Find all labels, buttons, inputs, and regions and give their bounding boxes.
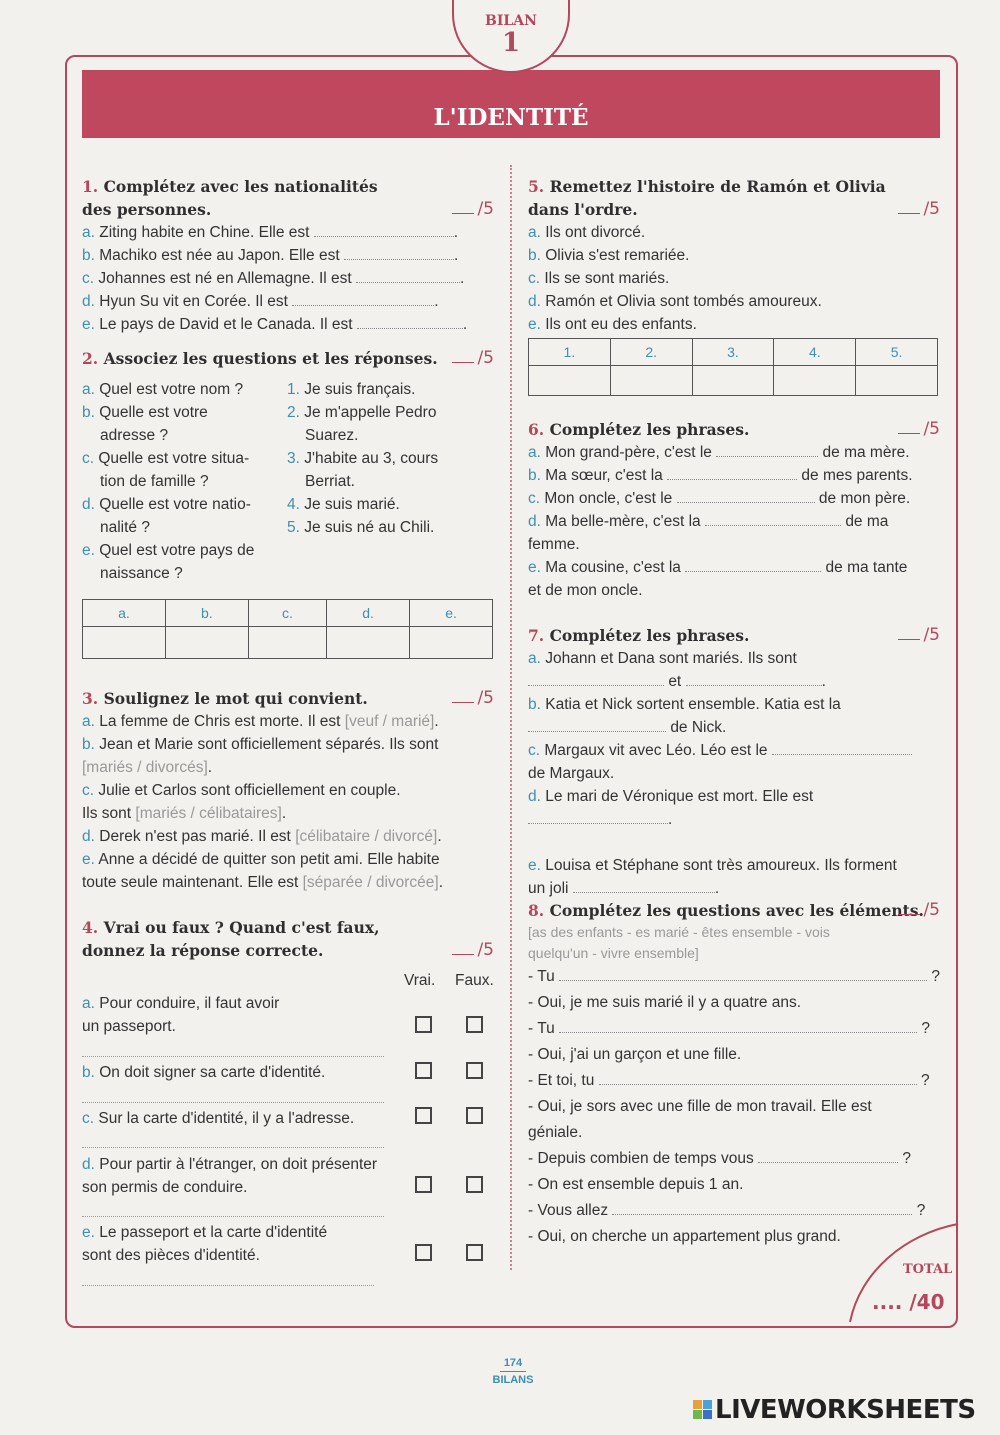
answer-cell[interactable] <box>774 366 856 396</box>
true-checkbox[interactable] <box>415 1016 432 1033</box>
exercise-6-score: /5 <box>898 418 940 441</box>
exercise-2-questions <box>82 378 282 585</box>
answer-cell[interactable] <box>165 627 248 659</box>
dialogue-line: - Depuis combien de temps vous ? <box>528 1150 911 1167</box>
dialogue-line: - Vous allez ? <box>528 1202 926 1219</box>
question-item: b. Quelle est votre adresse ? <box>82 404 208 444</box>
false-checkbox[interactable] <box>466 1062 483 1079</box>
col-true-header: Vrai. <box>404 972 436 989</box>
exercise-2 <box>82 347 494 370</box>
list-item: e. Anne a décidé de quitter son petit ami. Elle habite toute seule maintenant. Elle est [séparée / divorcée]. <box>82 851 444 891</box>
list-item: a. La femme de Chris est morte. Il est [veuf / marié]. <box>82 713 439 730</box>
answer-cell[interactable] <box>83 627 166 659</box>
exercise-1-score: /5 <box>452 198 494 221</box>
list-item: d. Derek n'est pas marié. Il est [célibataire / divorcé]. <box>82 828 442 845</box>
answer-blank[interactable] <box>612 1200 912 1215</box>
table-header: 5. <box>856 339 938 366</box>
answer-cell[interactable] <box>529 366 611 396</box>
correction-line[interactable] <box>82 1146 384 1148</box>
list-item: a. Pour conduire, il faut avoir un passeport. <box>82 995 280 1035</box>
page-title: L'IDENTITÉ <box>82 70 940 138</box>
exercise-3 <box>82 687 494 894</box>
answer-item: 2. Je m'appelle Pedro Suarez. <box>287 404 437 444</box>
answer-blank[interactable] <box>705 511 841 526</box>
answer-item: 5. Je suis né au Chili. <box>287 519 435 536</box>
answer-blank[interactable] <box>292 291 434 306</box>
answer-blank[interactable] <box>314 222 454 237</box>
exercise-6-title: 6. Complétez les phrases. /5 <box>528 419 940 439</box>
list-item: b. Olivia s'est remariée. <box>528 247 690 264</box>
table-header: 3. <box>692 339 774 366</box>
list-item: c. Mon oncle, c'est le de mon père. <box>528 490 911 507</box>
answer-blank[interactable] <box>667 465 797 480</box>
list-item: a. Ils ont divorcé. <box>528 224 646 241</box>
correction-line[interactable] <box>82 1101 384 1103</box>
dialogue-line: - On est ensemble depuis 1 an. <box>528 1176 744 1193</box>
answer-cell[interactable] <box>410 627 493 659</box>
exercise-2-answers <box>287 378 494 539</box>
answer-blank[interactable] <box>344 245 454 260</box>
answer-blank[interactable] <box>528 809 668 824</box>
word-choice[interactable]: [séparée / divorcée] <box>302 874 439 891</box>
answer-blank[interactable] <box>528 717 666 732</box>
list-item: e. Le passeport et la carte d'identité sont des pièces d'identité. <box>82 1224 328 1264</box>
dialogue-line: - Oui, on cherche un appartement plus grand. <box>528 1228 841 1245</box>
dialogue-line: géniale. <box>528 1124 583 1141</box>
table-header: b. <box>165 600 248 627</box>
list-item: c. Ils se sont mariés. <box>528 270 670 287</box>
question-item: c. Quelle est votre situa- tion de famille ? <box>82 450 250 490</box>
grid-logo-icon <box>693 1400 713 1420</box>
exercise-7-title: 7. Complétez les phrases. /5 <box>528 625 940 645</box>
col-false-header: Faux. <box>455 972 494 989</box>
liveworksheets-logo: LIVEWORKSHEETS <box>693 1395 976 1425</box>
exercise-4-title: 4. Vrai ou faux ? Quand c'est faux, donnez la réponse correcte. /5 <box>82 918 494 960</box>
list-item: a. Ziting habite en Chine. Elle est . <box>82 224 459 241</box>
dialogue-line: - Et toi, tu ? <box>528 1072 930 1089</box>
exercise-4-score: /5 <box>452 939 494 962</box>
list-item: d. Ma belle-mère, c'est la de ma femme. <box>528 513 889 553</box>
exercise-2-title: 2. Associez les questions et les réponses. /5 <box>82 348 494 368</box>
table-header: a. <box>83 600 166 627</box>
exercise-3-score: /5 <box>452 687 494 710</box>
list-item: e. Ma cousine, c'est la de ma tante et de mon oncle. <box>528 559 908 599</box>
total-label: TOTAL <box>903 1262 953 1277</box>
exercise-4 <box>82 916 494 962</box>
list-item: e. Louisa et Stéphane sont très amoureux. Ils forment un joli . <box>528 857 897 897</box>
word-choice[interactable]: [mariés / célibataires] <box>135 805 282 822</box>
answer-blank[interactable] <box>716 442 818 457</box>
answer-blank[interactable] <box>685 557 821 572</box>
question-item: e. Quel est votre pays de naissance ? <box>82 542 255 582</box>
list-item: b. Machiko est née au Japon. Elle est . <box>82 247 459 264</box>
exercise-5-score: /5 <box>898 198 940 221</box>
list-item: c. Julie et Carlos sont officiellement en couple. Ils sont [mariés / célibataires]. <box>82 782 401 822</box>
dialogue-line: - Oui, j'ai un garçon et une fille. <box>528 1046 742 1063</box>
list-item: e. Le pays de David et le Canada. Il est . <box>82 316 468 333</box>
exercise-5-title: 5. Remettez l'histoire de Ramón et Olivia dans l'ordre. /5 <box>528 177 940 219</box>
list-item: b. Katia et Nick sortent ensemble. Katia est la de Nick. <box>528 696 841 736</box>
list-item: d. Ramón et Olivia sont tombés amoureux. <box>528 293 822 310</box>
question-item: d. Quelle est votre natio- nalité ? <box>82 496 251 536</box>
answer-item: 3. J'habite au 3, cours Berriat. <box>287 450 439 490</box>
exercise-7 <box>528 624 940 900</box>
true-checkbox[interactable] <box>415 1107 432 1124</box>
answer-blank[interactable] <box>357 314 463 329</box>
dialogue-line: - Tu ? <box>528 968 940 985</box>
false-checkbox[interactable] <box>466 1016 483 1033</box>
false-checkbox[interactable] <box>466 1107 483 1124</box>
answer-item: 4. Je suis marié. <box>287 496 400 513</box>
list-item: a. Johann et Dana sont mariés. Ils sont et . <box>528 650 826 690</box>
table-header: 1. <box>529 339 611 366</box>
answer-blank[interactable] <box>559 966 927 981</box>
answer-cell[interactable] <box>856 366 938 396</box>
exercise-7-score: /5 <box>898 624 940 647</box>
true-checkbox[interactable] <box>415 1062 432 1079</box>
list-item: c. Margaux vit avec Léo. Léo est le de Margaux. <box>528 739 940 785</box>
exercise-8-title: 8. Complétez les questions avec les éléments. /5 <box>528 900 940 920</box>
exercise-1-title: 1. Complétez avec les nationalités des personnes. /5 <box>82 177 494 219</box>
answer-blank[interactable] <box>356 268 460 283</box>
exercise-8 <box>528 899 940 964</box>
answer-blank[interactable] <box>758 1148 898 1163</box>
false-checkbox[interactable] <box>466 1244 483 1261</box>
list-item: d. Pour partir à l'étranger, on doit présenter son permis de conduire. <box>82 1156 378 1196</box>
exercise-5 <box>528 175 940 336</box>
dialogue-line: - Oui, je me suis marié il y a quatre ans. <box>528 994 802 1011</box>
exercise-1 <box>82 175 494 336</box>
answer-blank[interactable] <box>559 1018 917 1033</box>
table-header: 4. <box>774 339 856 366</box>
list-item: e. Ils ont eu des enfants. <box>528 316 697 333</box>
answer-cell[interactable] <box>248 627 326 659</box>
bilan-label: BILAN <box>485 13 537 29</box>
column-divider <box>510 165 512 1270</box>
list-item: d. Le mari de Véronique est mort. Elle est . <box>528 788 814 828</box>
table-header: 2. <box>610 339 692 366</box>
word-bank: [as des enfants - es marié - êtes ensemble - vois quelqu'un - vivre ensemble] <box>528 924 830 961</box>
table-header: e. <box>410 600 493 627</box>
answer-blank[interactable] <box>599 1070 917 1085</box>
list-item: c. Sur la carte d'identité, il y a l'adresse. <box>82 1110 355 1127</box>
exercise-8-score: /5 <box>898 899 940 922</box>
list-item: d. Hyun Su vit en Corée. Il est . <box>82 293 439 310</box>
dialogue-line: - Oui, je sors avec une fille de mon travail. Elle est <box>528 1098 872 1115</box>
correction-line[interactable] <box>82 1284 374 1286</box>
exercise-6 <box>528 418 940 602</box>
false-checkbox[interactable] <box>466 1176 483 1193</box>
table-header: c. <box>248 600 326 627</box>
list-item: b. Jean et Marie sont officiellement séparés. Ils sont [mariés / divorcés]. <box>82 736 439 776</box>
word-choice[interactable]: [célibataire / divorcé] <box>295 828 438 845</box>
correction-line[interactable] <box>82 1055 384 1057</box>
list-item: a. Mon grand-père, c'est le de ma mère. <box>528 444 910 461</box>
answer-blank[interactable] <box>573 878 715 893</box>
exercise-2-score: /5 <box>452 347 494 370</box>
section-name: BILANS <box>492 1374 534 1386</box>
answer-item: 1. Je suis français. <box>287 381 416 398</box>
answer-cell[interactable] <box>692 366 774 396</box>
answer-blank[interactable] <box>677 488 815 503</box>
answer-blank[interactable] <box>686 671 822 686</box>
exercise-2-answer-table <box>82 599 493 659</box>
answer-cell[interactable] <box>610 366 692 396</box>
answer-blank[interactable] <box>528 671 664 686</box>
answer-blank[interactable] <box>772 740 912 755</box>
exercise-3-title: 3. Soulignez le mot qui convient. /5 <box>82 688 494 708</box>
correction-line[interactable] <box>82 1215 384 1217</box>
answer-cell[interactable] <box>327 627 410 659</box>
list-item: b. On doit signer sa carte d'identité. <box>82 1064 326 1081</box>
list-item: c. Johannes est né en Allemagne. Il est . <box>82 270 465 287</box>
true-checkbox[interactable] <box>415 1176 432 1193</box>
true-checkbox[interactable] <box>415 1244 432 1261</box>
bilan-number: 1 <box>501 28 521 58</box>
word-choice[interactable]: [veuf / marié] <box>344 713 435 730</box>
list-item: b. Ma sœur, c'est la de mes parents. <box>528 467 913 484</box>
dialogue-line: - Tu ? <box>528 1020 930 1037</box>
page-number: 174 BILANS <box>492 1357 534 1386</box>
exercise-8-dialogue <box>528 964 940 1250</box>
table-header: d. <box>327 600 410 627</box>
question-item: a. Quel est votre nom ? <box>82 381 244 398</box>
word-choice[interactable]: [mariés / divorcés] <box>82 759 208 776</box>
exercise-5-answer-table <box>528 338 938 396</box>
total-score: .... /40 <box>872 1290 945 1314</box>
